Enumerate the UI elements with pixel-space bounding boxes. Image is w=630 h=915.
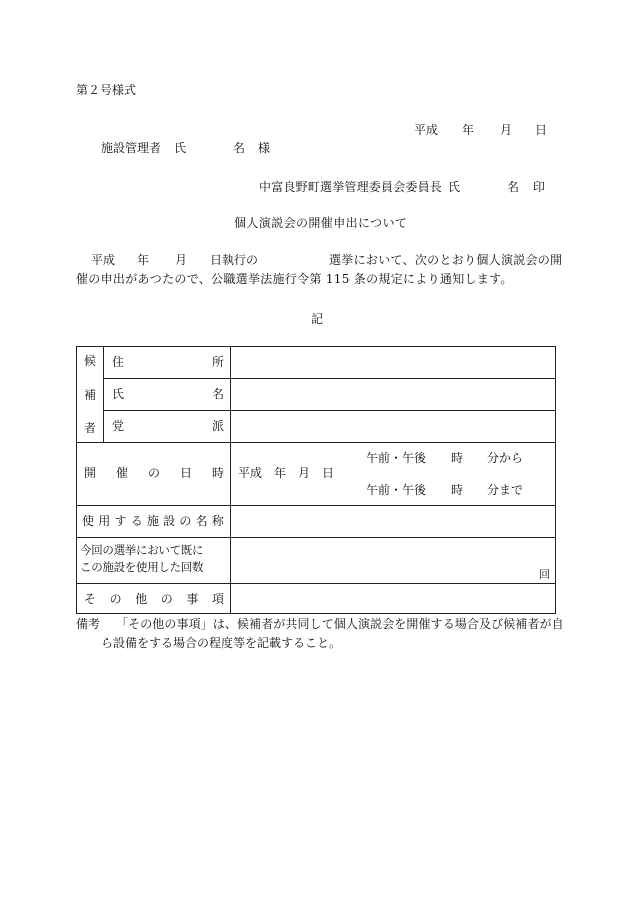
- remarks-line1: 「その他の事項」は、候補者が共同して個人演説会を開催する場合及び候補者が自: [116, 617, 564, 631]
- date-day: 日: [535, 123, 548, 137]
- datetime-year: 年: [274, 466, 287, 480]
- form-number: 第２号様式: [76, 83, 137, 97]
- facility-field[interactable]: [232, 507, 554, 535]
- prior-use-label-line1: 今回の選挙において既に: [80, 543, 204, 557]
- date-era: 平成: [414, 123, 439, 137]
- addressee-name-prefix: 氏: [174, 141, 187, 155]
- addressee-name-suffix: 名: [233, 141, 246, 155]
- body-year: 年: [137, 253, 150, 267]
- address-label: 住 所: [112, 355, 224, 369]
- time-to-min: 分まで: [487, 483, 524, 497]
- times-unit: 回: [539, 568, 550, 581]
- ki-heading: 記: [311, 312, 324, 326]
- other-field[interactable]: [232, 585, 554, 613]
- address-field[interactable]: [232, 348, 554, 376]
- party-label: 党 派: [112, 419, 224, 433]
- name-label: 氏 名: [112, 387, 224, 401]
- sender-org: 中富良野町選挙管理委員会委員長: [259, 180, 443, 194]
- sender-name-suffix: 名: [507, 180, 520, 194]
- time-to-hour: 時: [451, 483, 464, 497]
- prior-use-field[interactable]: [232, 539, 554, 581]
- time-from-ampm: 午前・午後: [366, 451, 427, 465]
- document-title: 個人演説会の開催申出について: [234, 216, 408, 230]
- body-line2: 催の申出があつたので、公職選挙法施行令第 115 条の規定により通知します。: [76, 272, 513, 286]
- body-line1-rest: 選挙において、次のとおり個人演説会の開: [329, 253, 563, 267]
- addressee-honorific: 様: [258, 141, 271, 155]
- datetime-day: 日: [322, 466, 335, 480]
- time-to-ampm: 午前・午後: [366, 483, 427, 497]
- name-field[interactable]: [232, 380, 554, 408]
- datetime-month: 月: [298, 466, 311, 480]
- sender-name-prefix: 氏: [448, 180, 461, 194]
- prior-use-label-line2: この施設を使用した回数: [80, 560, 204, 574]
- other-label: そ の 他 の 事 項: [84, 592, 224, 606]
- time-from-min: 分から: [487, 451, 524, 465]
- body-day-exec: 日執行の: [210, 253, 259, 267]
- datetime-era: 平成: [238, 466, 263, 480]
- remarks-label: 備考: [76, 617, 101, 631]
- party-field[interactable]: [232, 412, 554, 440]
- date-month: 月: [500, 123, 513, 137]
- body-era: 平成: [91, 253, 116, 267]
- datetime-label: 開 催 の 日 時: [84, 466, 224, 480]
- addressee-role: 施設管理者: [101, 141, 162, 155]
- remarks-line2: ら設備をする場合の程度等を記載すること。: [101, 636, 342, 650]
- seal-mark: 印: [533, 180, 546, 194]
- facility-label: 使 用 す る 施 設 の 名 称: [82, 514, 224, 528]
- time-from-hour: 時: [451, 451, 464, 465]
- date-year: 年: [462, 123, 475, 137]
- body-month: 月: [175, 253, 188, 267]
